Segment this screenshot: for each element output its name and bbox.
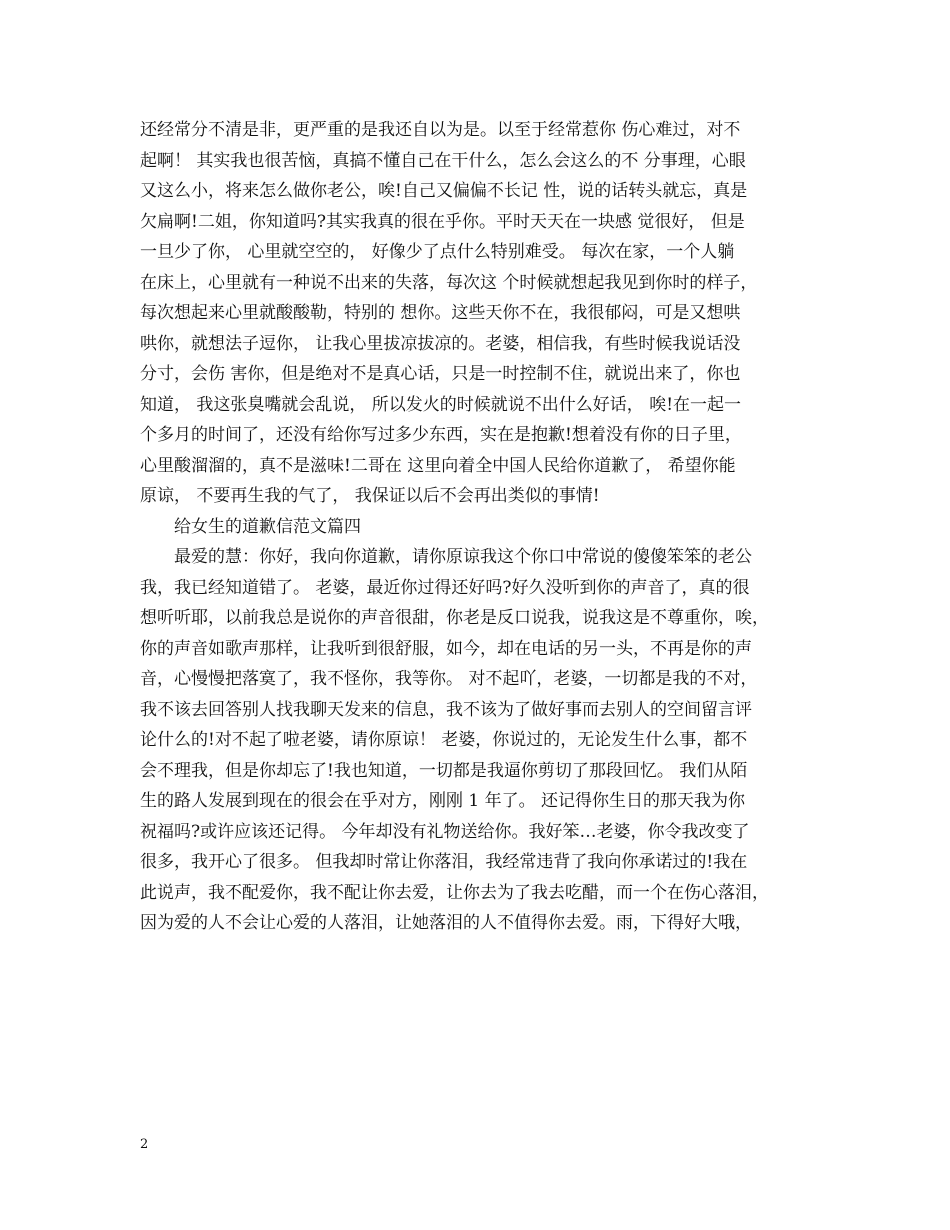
text-line: 心里酸溜溜的，真不是滋味!二哥在 这里向着全中国人民给你道歉了， 希望你能 <box>140 455 736 476</box>
text-line: 起啊！ 其实我也很苦恼，真搞不懂自己在干什么，怎么会这么的不 分事理，心眼 <box>140 150 746 171</box>
text-line: 又这么小，将来怎么做你老公，唉!自己又偏偏不长记 性，说的话转头就忘，真是 <box>140 181 748 201</box>
text-line: 论什么的!对不起了啦老婆，请你原谅！ 老婆，你说过的，无论发生什么事，都不 <box>140 730 748 750</box>
text-line: 想听听耶，以前我总是说你的声音很甜，你老是反口说我，说我这是不尊重你，唉， <box>140 608 769 628</box>
text-line: 个多月的时间了，还没有给你写过多少东西，实在是抱歉!想着没有你的日子里， <box>140 425 742 445</box>
text-line: 此说声，我不配爱你，我不配让你去爱，让你去为了我去吃醋，而一个在伤心落泪， <box>140 882 769 903</box>
text-line: 知道， 我这张臭嘴就会乱说， 所以发火的时候就说不出什么好话， 唉!在一起一 <box>140 394 742 415</box>
text-line: 哄你，就想法子逗你， 让我心里拔凉拔凉的。老婆，相信我，有些时候我说话没 <box>140 333 741 354</box>
text-line: 在床上，心里就有一种说不出来的失落，每次这 个时候就想起我见到你时的样子， <box>140 272 758 293</box>
text-line: 欠扁啊!二姐，你知道吗?其实我真的很在乎你。平时天天在一块感 觉很好， 但是 <box>140 211 745 232</box>
text-line: 原谅， 不要再生我的气了， 我保证以后不会再出类似的事情! <box>140 486 600 506</box>
text-line: 我，我已经知道错了。 老婆，最近你过得还好吗?好久没听到你的声音了，真的很 <box>140 577 750 598</box>
text-line: 分寸，会伤 害你，但是绝对不是真心话，只是一时控制不住，就说出来了，你也 <box>140 364 741 384</box>
text-line: 一旦少了你， 心里就空空的， 好像少了点什么特别难受。 每次在家，一个人躺 <box>140 242 735 262</box>
section-heading: 给女生的道歉信范文篇四 <box>174 516 361 537</box>
text-line: 生的路人发展到现在的很会在乎对方，刚刚 1 年了。 还记得你生日的那天我为你 <box>140 791 746 811</box>
text-line: 我不该去回答别人找我聊天发来的信息，我不该为了做好事而去别人的空间留言评 <box>140 699 752 720</box>
text-line: 音，心慢慢把落寞了，我不怪你，我等你。 对不起吖，老婆，一切都是我的不对， <box>140 669 758 689</box>
text-line: 你的声音如歌声那样，让我听到很舒服，如今，却在电话的另一头，不再是你的声 <box>140 638 752 659</box>
text-line: 还经常分不清是非，更严重的是我还自以为是。以至于经常惹你 伤心难过，对不 <box>140 120 741 140</box>
page-number: 2 <box>140 1137 149 1152</box>
text-line: 最爱的慧：你好，我向你道歉，请你原谅我这个你口中常说的傻傻笨笨的老公 <box>174 547 752 567</box>
text-line: 每次想起来心里就酸酸勒，特别的 想你。这些天你不在，我很郁闷，可是又想哄 <box>140 303 741 323</box>
text-line: 会不理我，但是你却忘了!我也知道，一切都是我逼你剪切了那段回忆。 我们从陌 <box>140 760 748 781</box>
text-line: 祝福吗?或许应该还记得。 今年却没有礼物送给你。我好笨…老婆，你令我改变了 <box>140 821 750 842</box>
body-text <box>140 115 830 939</box>
text-line: 因为爱的人不会让心爱的人落泪，让她落泪的人不值得你去爱。雨，下得好大哦， <box>140 913 752 933</box>
text-line: 很多，我开心了很多。 但我却时常让你落泪，我经常违背了我向你承诺过的!我在 <box>140 852 748 872</box>
